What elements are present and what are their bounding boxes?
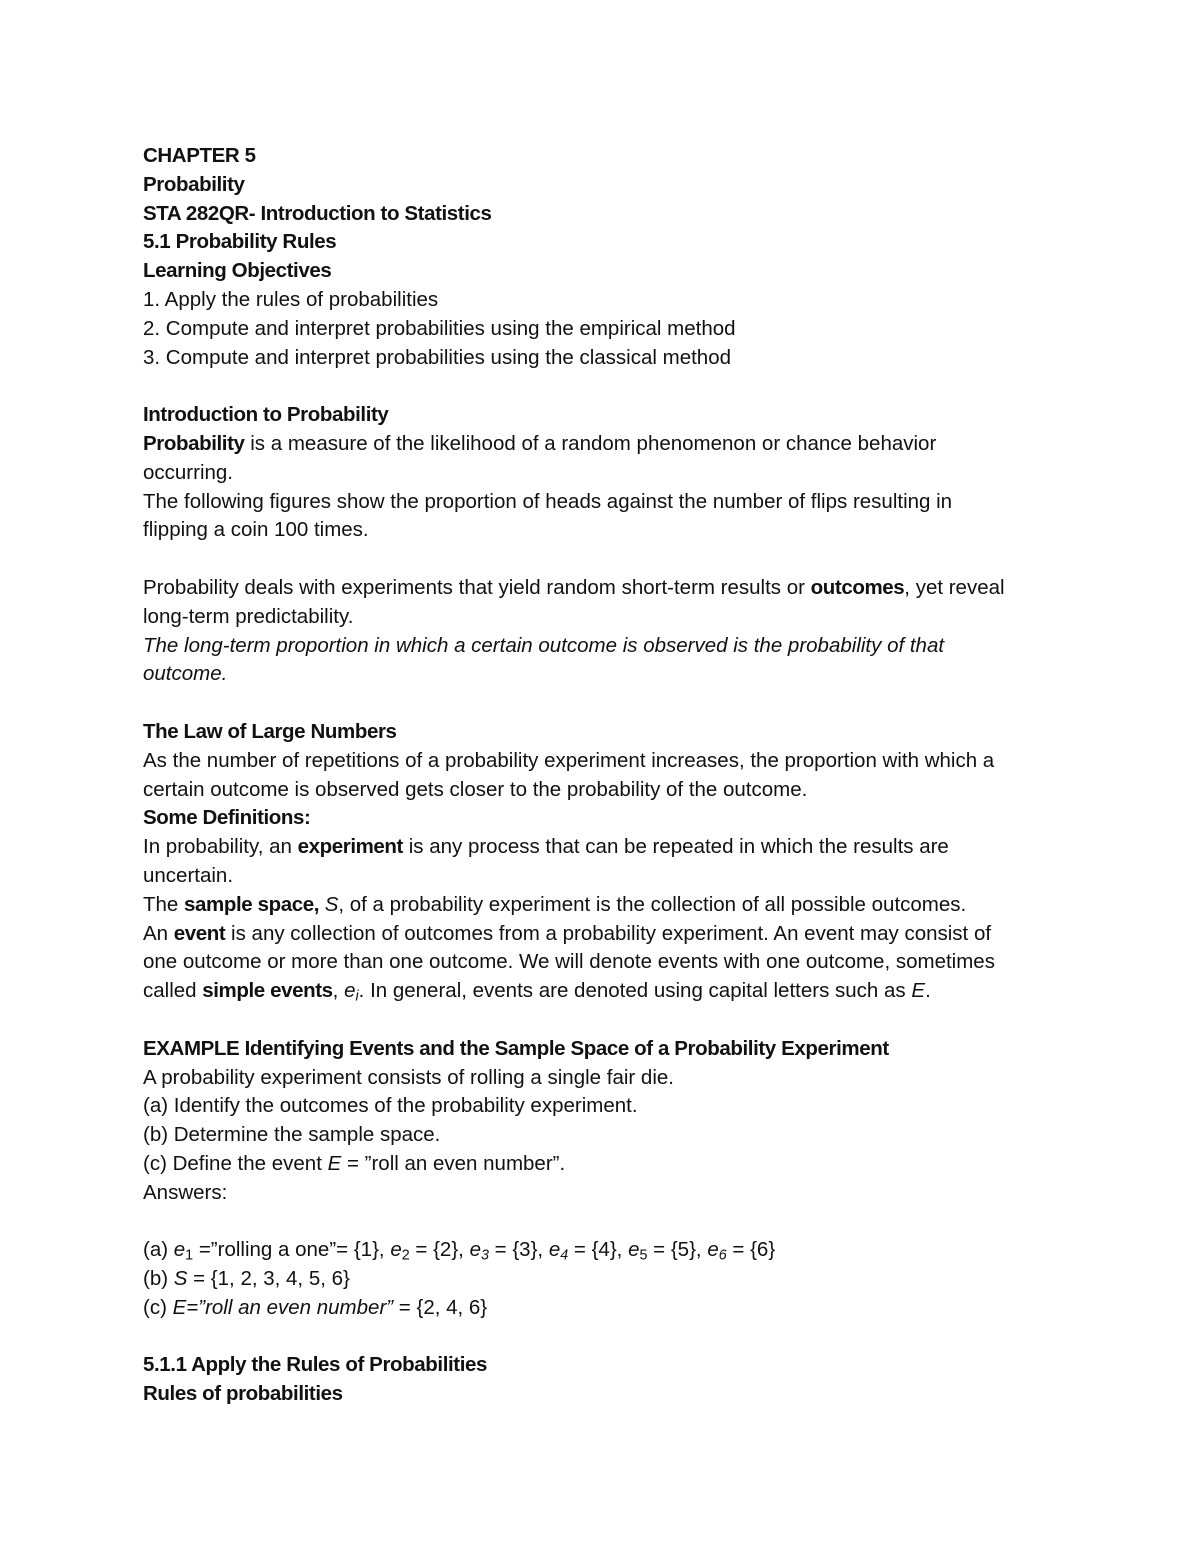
spacer [143, 545, 1050, 574]
sample-space-definition: The sample space, S, of a probability experiment is the collection of all possible outcomes. [143, 892, 967, 916]
outcomes-term: outcomes [810, 575, 905, 599]
example-question-a: (a) Identify the outcomes of the probability experiment. [143, 1094, 638, 1118]
probability-definition-cont: occurring. [143, 460, 234, 484]
italic-statement-cont: outcome. [143, 662, 228, 686]
example-title: EXAMPLE Identifying Events and the Sample Space of a Probability Experiment [143, 1036, 889, 1060]
objective-item: 3. Compute and interpret probabilities using the classical method [143, 345, 731, 369]
subject-heading: Probability [143, 172, 245, 196]
event-definition: An event is any collection of outcomes from a probability experiment. An event may consist of [143, 921, 992, 945]
example-question-c: (c) Define the event E = ”roll an even number”. [143, 1151, 566, 1175]
course-heading: STA 282QR- Introduction to Statistics [143, 201, 492, 225]
experiment-definition-cont: uncertain. [143, 863, 234, 887]
event-definition-cont: one outcome or more than one outcome. We will denote events with one outcome, sometimes [143, 950, 995, 974]
spacer [143, 1006, 1050, 1035]
outcomes-paragraph-cont: long-term predictability. [143, 604, 354, 628]
spacer [143, 372, 1050, 401]
lln-text-cont: certain outcome is observed gets closer to the probability of the outcome. [143, 777, 808, 801]
section-heading: 5.1 Probability Rules [143, 230, 337, 254]
probability-term: Probability [143, 431, 245, 455]
objective-item: 1. Apply the rules of probabilities [143, 287, 439, 311]
rules-section-title: 5.1.1 Apply the Rules of Probabilities [143, 1353, 488, 1377]
experiment-definition: In probability, an experiment is any process that can be repeated in which the results are [143, 835, 949, 859]
experiment-term: experiment [297, 835, 403, 859]
objectives-title: Learning Objectives [143, 259, 332, 283]
simple-events-definition: called simple events, $e_i$. In general, events are denoted using capital letters such as E. [143, 979, 931, 1005]
probability-definition: Probability is a measure of the likelihood of a random phenomenon or chance behavior [143, 431, 937, 455]
event-term: event [173, 921, 226, 945]
intro-title: Introduction to Probability [143, 403, 389, 427]
figures-text-cont: flipping a coin 100 times. [143, 518, 369, 542]
answer-c: (c) E=”roll an even number” = {2, 4, 6} [143, 1295, 488, 1319]
answer-b: (b) S = {1, 2, 3, 4, 5, 6} [143, 1267, 350, 1291]
simple-events-term: simple events [202, 979, 333, 1003]
lln-text: As the number of repetitions of a probability experiment increases, the proportion with which a [143, 748, 995, 772]
objective-item: 2. Compute and interpret probabilities using the empirical method [143, 316, 736, 340]
answers-label: Answers: [143, 1180, 228, 1204]
figures-text: The following figures show the proportion of heads against the number of flips resulting in [143, 489, 953, 513]
spacer [143, 1207, 1050, 1236]
lln-title: The Law of Large Numbers [143, 719, 397, 743]
chapter-heading: CHAPTER 5 [143, 144, 256, 167]
italic-statement: The long-term proportion in which a certain outcome is observed is the probability of that [143, 633, 945, 657]
sample-space-term: sample space, [184, 892, 319, 916]
spacer [143, 1323, 1050, 1352]
definitions-title: Some Definitions: [143, 806, 311, 830]
rules-subtitle: Rules of probabilities [143, 1382, 343, 1406]
outcomes-paragraph: Probability deals with experiments that yield random short-term results or outcomes, yet reveal [143, 575, 1005, 599]
example-question-b: (b) Determine the sample space. [143, 1123, 441, 1147]
answer-a: (a) $e_1$ =”rolling a one”= {1}, $e_2 = \{2\}$, $e_3 = \{3\}$, $e_4 = \{4\}$, $e_5 = \{5\}$, $e_6 = \{6\}$ [143, 1238, 776, 1264]
spacer [143, 689, 1050, 718]
example-intro: A probability experiment consists of rolling a single fair die. [143, 1065, 674, 1089]
